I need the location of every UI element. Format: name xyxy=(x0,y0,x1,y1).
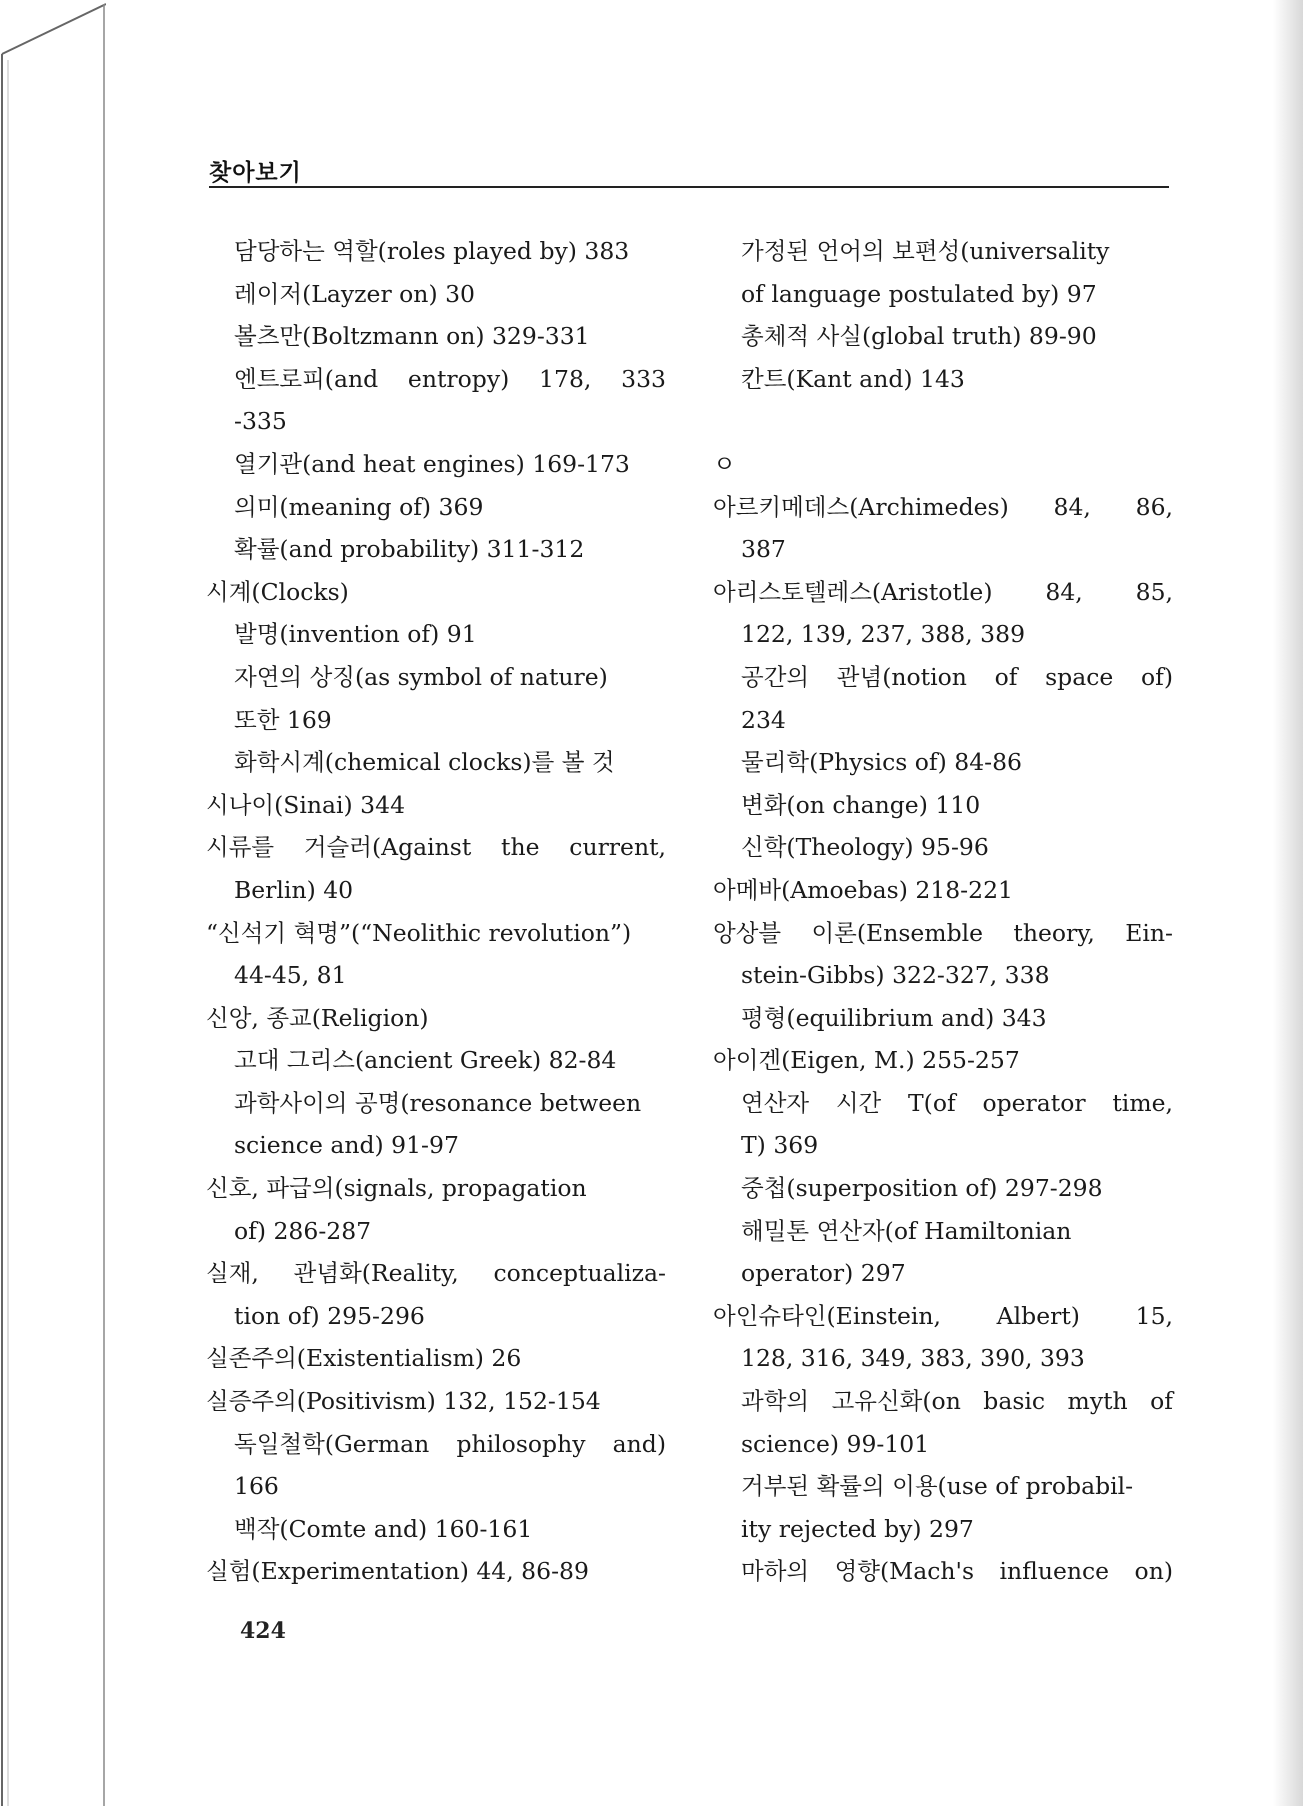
index-entry-line: 총체적 사실(global truth) 89-90 xyxy=(741,322,1097,351)
index-entry-line: Berlin) 40 xyxy=(234,875,354,904)
index-entry-line: of language postulated by) 97 xyxy=(741,279,1097,308)
index-entry-line: 앙상블 이론(Ensemble theory, Ein- xyxy=(713,918,1173,947)
index-entry-line: 확률(and probability) 311-312 xyxy=(234,535,585,564)
index-entry-line: 레이저(Layzer on) 30 xyxy=(234,279,475,308)
index-entry-line: operator) 297 xyxy=(741,1259,906,1288)
index-entry-line: 물리학(Physics of) 84-86 xyxy=(741,748,1022,777)
index-entry-line: of) 286-287 xyxy=(234,1216,372,1245)
index-entry-line: 시계(Clocks) xyxy=(206,577,349,606)
index-entry-line: 화학시계(chemical clocks)를 볼 것 xyxy=(234,748,615,777)
index-entry-line: 아리스토텔레스(Aristotle) 84, 85, xyxy=(713,577,1173,606)
index-entry-line: “신석기 혁명”(“Neolithic revolution”) xyxy=(206,918,632,947)
index-entry-line: 아인슈타인(Einstein, Albert) 15, xyxy=(713,1301,1173,1330)
index-entry-line: 166 xyxy=(234,1472,279,1501)
index-entry-line: 자연의 상징(as symbol of nature) xyxy=(234,662,608,691)
index-entry-line: 시나이(Sinai) 344 xyxy=(206,790,406,819)
header-rule xyxy=(209,186,1169,188)
index-entry-line: 387 xyxy=(741,535,786,564)
index-entry-line: ㅇ xyxy=(713,449,736,478)
index-entry-line: 독일철학(German philosophy and) xyxy=(234,1429,666,1458)
index-entry-line: 연산자 시간 T(of operator time, xyxy=(741,1088,1173,1117)
index-entry-line: 44-45, 81 xyxy=(234,961,347,990)
index-entry-line: 백작(Comte and) 160-161 xyxy=(234,1514,533,1543)
index-entry-line: 칸트(Kant and) 143 xyxy=(741,364,965,393)
index-entry-line: 중첩(superposition of) 297-298 xyxy=(741,1174,1103,1203)
index-entry-line: 담당하는 역할(roles played by) 383 xyxy=(234,237,630,265)
index-entry-line: 234 xyxy=(741,705,786,734)
index-entry-line: 또한 169 xyxy=(234,705,332,734)
running-head: 찾아보기 xyxy=(209,160,302,186)
index-entry-line: 평형(equilibrium and) 343 xyxy=(741,1003,1047,1032)
index-entry-line: 아이겐(Eigen, M.) 255-257 xyxy=(713,1046,1020,1075)
index-entry-line: 실재, 관념화(Reality, conceptualiza- xyxy=(206,1259,666,1288)
index-entry-line: 128, 316, 349, 383, 390, 393 xyxy=(741,1344,1085,1373)
index-entry-line: 변화(on change) 110 xyxy=(741,790,981,819)
index-entry-line: 신앙, 종교(Religion) xyxy=(206,1003,429,1032)
index-entry-line: 발명(invention of) 91 xyxy=(234,620,477,649)
page-number: 424 xyxy=(240,1618,286,1644)
index-entry-line: 실존주의(Existentialism) 26 xyxy=(206,1344,522,1373)
blank-line xyxy=(713,400,1173,443)
index-entry-line: 시류를 거슬러(Against the current, xyxy=(206,833,666,862)
index-entry-line: science) 99-101 xyxy=(741,1429,930,1458)
index-entry-line: 과학사이의 공명(resonance between xyxy=(234,1088,642,1117)
index-entry-line: 해밀톤 연산자(of Hamiltonian xyxy=(741,1216,1072,1245)
index-entry-line: 거부된 확률의 이용(use of probabil- xyxy=(741,1472,1134,1501)
index-entry-line: 신호, 파급의(signals, propagation xyxy=(206,1174,587,1203)
index-entry-line: tion of) 295-296 xyxy=(234,1301,425,1330)
index-entry-line: T) 369 xyxy=(741,1131,819,1160)
index-entry-line: stein-Gibbs) 322-327, 338 xyxy=(741,961,1050,990)
index-entry-line: 볼츠만(Boltzmann on) 329-331 xyxy=(234,322,590,351)
index-entry-line: 아르키메데스(Archimedes) 84, 86, xyxy=(713,492,1173,521)
index-entry-line: 열기관(and heat engines) 169-173 xyxy=(234,449,630,478)
index-entry-line: 아메바(Amoebas) 218-221 xyxy=(713,875,1013,904)
right-column xyxy=(713,230,1173,1593)
index-entry-line: 실험(Experimentation) 44, 86-89 xyxy=(206,1557,589,1586)
index-entry-line: 가정된 언어의 보편성(universality xyxy=(741,237,1110,265)
book-spine-edge xyxy=(0,0,106,1806)
index-page xyxy=(106,4,1296,1802)
page-shadow xyxy=(1273,0,1303,1806)
index-entry-line: science and) 91-97 xyxy=(234,1131,459,1160)
index-entry-line: -335 xyxy=(234,407,287,436)
index-entry-line: 신학(Theology) 95-96 xyxy=(741,833,989,862)
index-entry-line: ity rejected by) 297 xyxy=(741,1514,974,1543)
index-entry-line: 엔트로피(and entropy) 178, 333 xyxy=(234,364,666,393)
index-entry-line: 122, 139, 237, 388, 389 xyxy=(741,620,1026,649)
left-column xyxy=(206,230,666,1593)
index-entry-line: 의미(meaning of) 369 xyxy=(234,492,484,521)
index-entry-line: 마하의 영향(Mach's influence on) xyxy=(741,1557,1173,1586)
index-entry-line: 고대 그리스(ancient Greek) 82-84 xyxy=(234,1046,617,1075)
index-entry-line: 공간의 관념(notion of space of) xyxy=(741,662,1173,691)
index-entry-line: 실증주의(Positivism) 132, 152-154 xyxy=(206,1387,601,1416)
index-entry-line: 과학의 고유신화(on basic myth of xyxy=(741,1387,1173,1416)
